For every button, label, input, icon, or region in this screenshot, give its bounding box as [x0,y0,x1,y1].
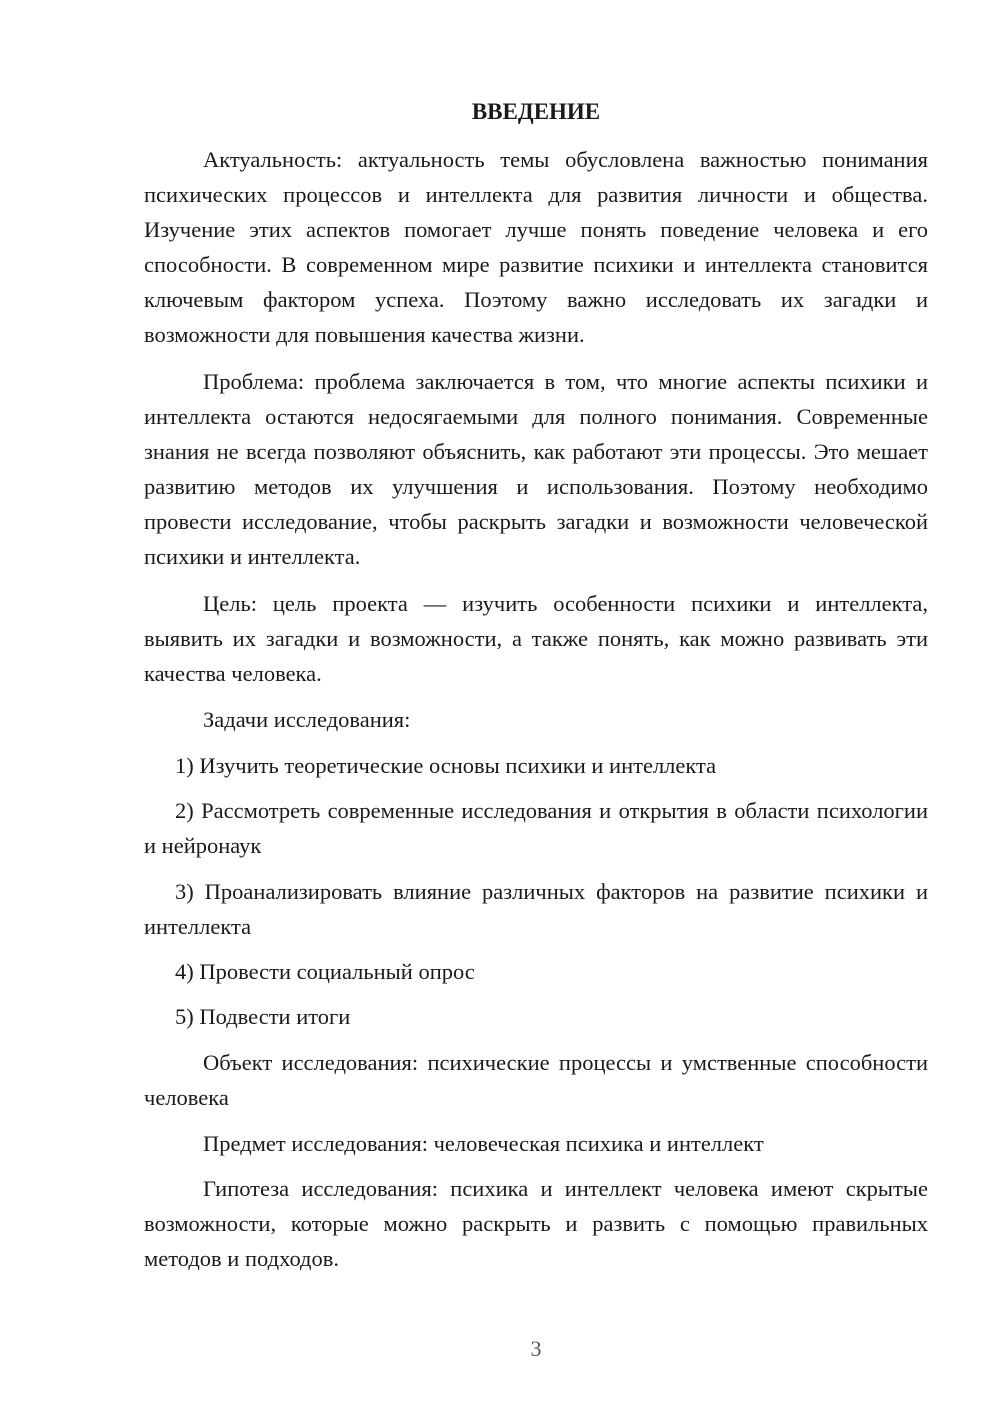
task-item-4: 4) Провести социальный опрос [175,959,475,984]
section-title: ВВЕДЕНИЕ [471,99,601,124]
relevance-paragraph: Актуальность: актуальность темы обусловлена важностью понимания психических процессов и интеллекта для развития личности и общества. Изучение этих аспектов помогает лучше понять поведение человека и его способности. В современном мире развитие психики и интеллекта становится ключевым фактором успеха. Поэтому важно исследовать их загадки и возможности для повышения качества жизни. [144,147,928,347]
page-number: 3 [530,1336,542,1361]
task-item-3: 3) Проанализировать влияние различных факторов на развитие психики и интеллекта [144,879,928,939]
subject-paragraph: Предмет исследования: человеческая психика и интеллект [203,1131,764,1156]
hypothesis-paragraph: Гипотеза исследования: психика и интеллект человека имеют скрытые возможности, которые можно раскрыть и развить с помощью правильных методов и подходов. [144,1176,928,1271]
tasks-heading: Задачи исследования: [203,707,411,732]
goal-paragraph: Цель: цель проекта — изучить особенности психики и интеллекта, выявить их загадки и возможности, а также понять, как можно развивать эти качества человека. [144,591,928,686]
task-item-2: 2) Рассмотреть современные исследования и открытия в области психологии и нейронаук [144,798,928,858]
task-item-5: 5) Подвести итоги [175,1004,351,1029]
task-item-1: 1) Изучить теоретические основы психики и интеллекта [175,753,717,778]
object-paragraph: Объект исследования: психические процессы и умственные способности человека [144,1050,928,1110]
problem-paragraph: Проблема: проблема заключается в том, что многие аспекты психики и интеллекта остаются недосягаемыми для полного понимания. Современные знания не всегда позволяют объяснить, как работают эти процессы. Это мешает развитию методов их улучшения и использования. Поэтому необходимо провести исследование, чтобы раскрыть загадки и возможности человеческой психики и интеллекта. [144,369,928,569]
